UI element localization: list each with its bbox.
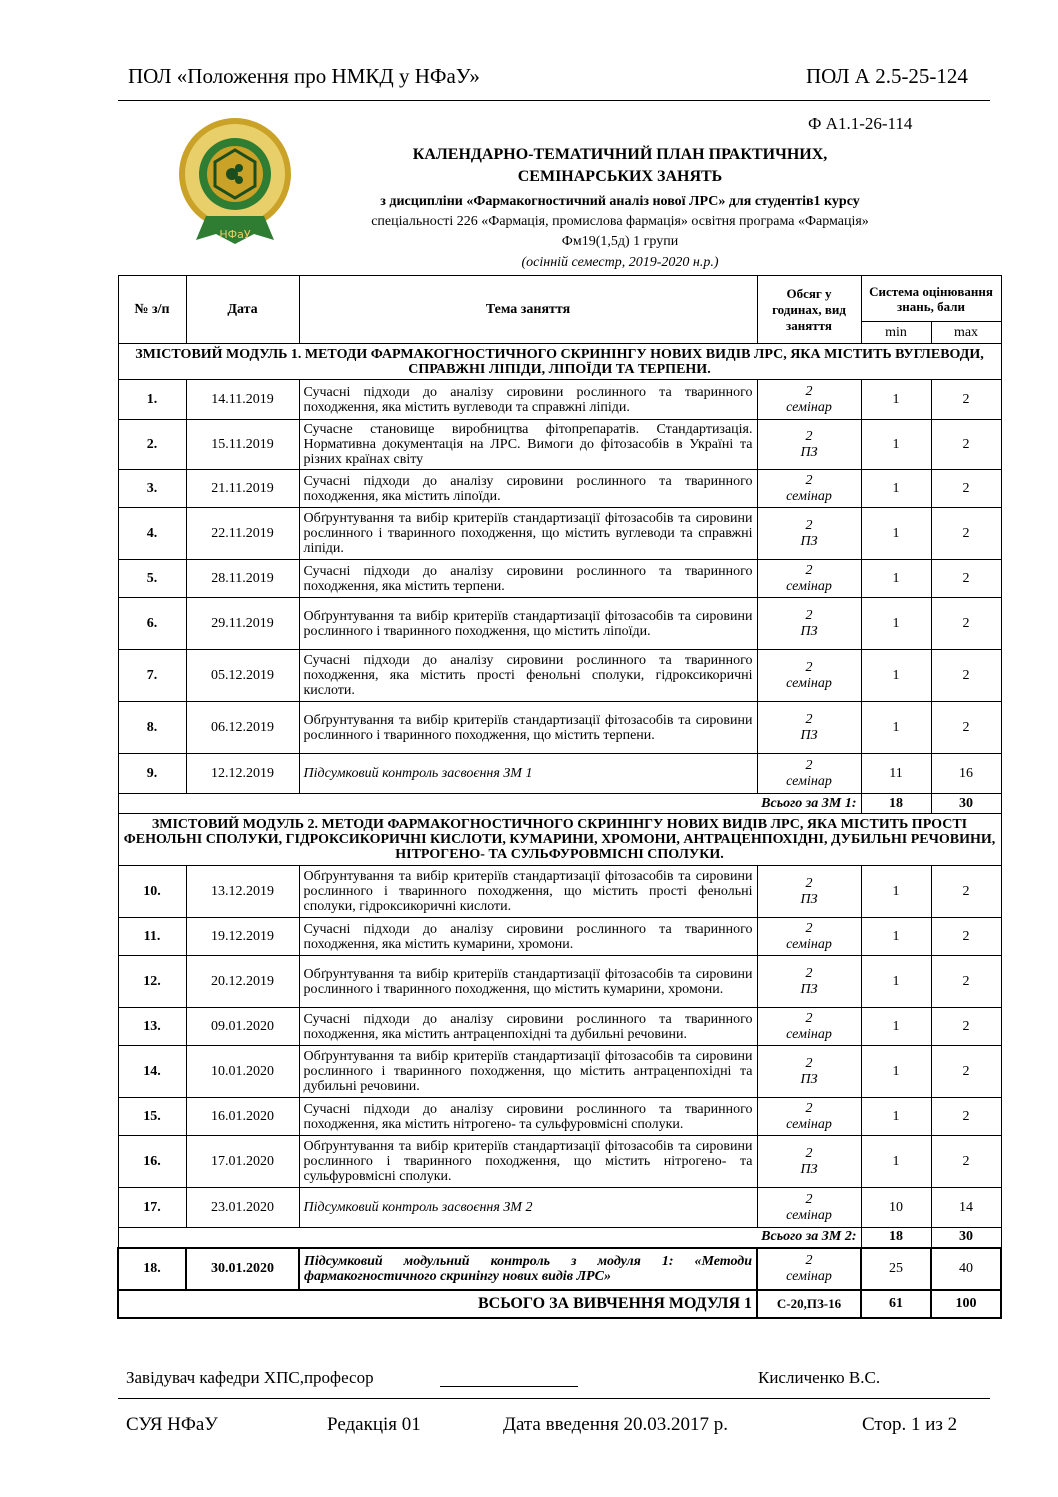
row-date: 23.01.2020 [186,1188,299,1228]
row-hours-kind: ПЗ [800,533,818,549]
module2-title: ЗМІСТОВИЙ МОДУЛЬ 2. МЕТОДИ ФАРМАКОГНОСТИЧНОГО СКРИНІНГУ НОВИХ ВИДІВ ЛРС, ЯКА МІСТИТЬ ПРОСТІ ФЕНОЛЬНІ СПОЛУКИ, ГІДРОКСИКОРИЧНІ КИСЛОТИ, КУМАРИНИ, ХРОМОНИ, АНТРАЦЕНПОХІДНІ, ДУБИЛЬНІ РЕЧОВИНИ, НІТРОГЕНО- ТА СУЛЬФУРОВМІСНІ СПОЛУКИ. [118,814,1001,866]
row-num: 6. [118,598,186,650]
row-num: 1. [118,380,186,420]
row-hours-kind: семінар [786,773,832,789]
header-max: max [931,322,1001,344]
grand-total-max: 100 [931,1290,1001,1318]
row-min: 1 [861,650,931,702]
row-num: 2. [118,420,186,470]
row-max: 2 [931,560,1001,598]
row-topic: Сучасне становище виробництва фітопрепаратів. Стандартизація. Нормативна документація на ЛРС. Вимоги до фітозасобів в Україні та різних країнах світу [299,420,757,470]
row-topic: Обґрунтування та вибір критеріїв стандартизації фітозасобів та сировини рослинного і тваринного походження, що містить антраценпохідні та дубильні речовини. [299,1046,757,1098]
row-num: 4. [118,508,186,560]
row-hours [757,918,861,956]
row-num: 7. [118,650,186,702]
final-hours: 2 семінар [757,1248,861,1290]
row-hours-count: 2 [805,711,813,727]
row-hours-count: 2 [805,659,813,675]
row-topic: Сучасні підходи до аналізу сировини рослинного та тваринного походження, яка містить терпени. [299,560,757,598]
plan-speciality: спеціальності 226 «Фармація, промислова фармація» освітня програма «Фармація» [371,214,869,229]
row-hours-kind: ПЗ [800,623,818,639]
row-hours-count: 2 [805,428,813,444]
row-hours-kind: семінар [786,1207,832,1223]
row-topic: Обґрунтування та вибір критеріїв стандартизації фітозасобів та сировини рослинного і тваринного походження, що містить ліпоїди. [299,598,757,650]
row-date: 21.11.2019 [186,470,299,508]
row-date: 12.12.2019 [186,754,299,794]
row-max: 2 [931,470,1001,508]
row-date: 29.11.2019 [186,598,299,650]
row-hours-kind: семінар [786,675,832,691]
row-topic: Сучасні підходи до аналізу сировини рослинного та тваринного походження, яка містить ліпоїди. [299,470,757,508]
plan-group: Фм19(1,5д) 1 групи [561,234,679,249]
row-hours-count: 2 [805,1055,813,1071]
row-num: 12. [118,956,186,1008]
table-row [118,754,1001,794]
row-num: 13. [118,1008,186,1046]
row-max: 2 [931,1008,1001,1046]
row-num: 3. [118,470,186,508]
row-hours [757,702,861,754]
plan-title-line1: КАЛЕНДАРНО-ТЕМАТИЧНИЙ ПЛАН ПРАКТИЧНИХ, [412,146,828,163]
row-min: 1 [861,956,931,1008]
footer-system: СУЯ НФаУ [126,1414,218,1435]
table-row [118,1136,1001,1188]
plan-discipline: з дисципліни «Фармакогностичний аналіз нової ЛРС» для студентів1 курсу [380,194,860,209]
total1-max: 30 [931,794,1001,814]
final-min: 25 [861,1248,931,1290]
footer-date: Дата введення 20.03.2017 р. [503,1414,729,1435]
row-hours-count: 2 [805,1100,813,1116]
row-topic: Обґрунтування та вибір критеріїв стандартизації фітозасобів та сировини рослинного і тваринного походження, що містить вуглеводи та справжні ліпіди. [299,508,757,560]
row-topic: Обґрунтування та вибір критеріїв стандартизації фітозасобів та сировини рослинного і тваринного походження, що містить кумарини, хромони. [299,956,757,1008]
row-num: 17. [118,1188,186,1228]
row-hours-count: 2 [805,875,813,891]
header-num: № з/п [118,276,186,344]
footer-edition: Редакція 01 [327,1414,421,1435]
row-hours-kind: ПЗ [800,981,818,997]
row-topic: Сучасні підходи до аналізу сировини рослинного та тваринного походження, яка містить нітрогено- та сульфуровмісні сполуки. [299,1098,757,1136]
row-hours-count: 2 [805,1145,813,1161]
row-num: 15. [118,1098,186,1136]
department-logo [176,112,294,262]
row-max: 2 [931,598,1001,650]
row-topic: Обґрунтування та вибір критеріїв стандартизації фітозасобів та сировини рослинного і тваринного походження, що містить терпени. [299,702,757,754]
row-topic: Обґрунтування та вибір критеріїв стандартизації фітозасобів та сировини рослинного і тваринного походження, що містить прості фенольні сполуки, гідроксикоричні кислоти. [299,866,757,918]
table-row [118,956,1001,1008]
row-num: 5. [118,560,186,598]
footer-page: Стор. 1 из 2 [862,1414,958,1435]
table-row [118,1046,1001,1098]
row-topic: Сучасні підходи до аналізу сировини рослинного та тваринного походження, яка містить прості фенольні сполуки, гідроксикоричні кислоти. [299,650,757,702]
row-max: 2 [931,1098,1001,1136]
row-hours-kind: семінар [786,488,832,504]
table-row [118,380,1001,420]
row-hours-kind: семінар [786,399,832,415]
row-max: 2 [931,866,1001,918]
row-hours-count: 2 [805,1191,813,1207]
row-max: 2 [931,420,1001,470]
row-hours-count: 2 [805,383,813,399]
table-row [118,1008,1001,1046]
row-hours-count: 2 [805,920,813,936]
row-hours [757,1098,861,1136]
row-hours-kind: семінар [786,1116,832,1132]
row-max: 2 [931,918,1001,956]
final-topic: Підсумковий модульний контроль з модуля 1: «Методи фармакогностичного скринінгу нових видів ЛРС» [299,1248,757,1290]
row-date: 06.12.2019 [186,702,299,754]
row-hours-kind: семінар [786,578,832,594]
row-hours [757,560,861,598]
row-min: 1 [861,702,931,754]
row-min: 1 [861,470,931,508]
form-code: Ф А1.1-26-114 [808,114,913,133]
row-topic: Сучасні підходи до аналізу сировини рослинного та тваринного походження, яка містить вуглеводи та справжні ліпіди. [299,380,757,420]
row-max: 2 [931,508,1001,560]
row-hours-kind: ПЗ [800,1161,818,1177]
row-date: 16.01.2020 [186,1098,299,1136]
row-hours-count: 2 [805,965,813,981]
row-hours-kind: ПЗ [800,727,818,743]
row-min: 1 [861,598,931,650]
row-min: 10 [861,1188,931,1228]
row-date: 05.12.2019 [186,650,299,702]
total1-min: 18 [861,794,931,814]
signature-position: Завідувач кафедри ХПС,професор [126,1368,374,1387]
total1-label: Всього за ЗМ 1: [118,794,861,814]
row-topic: Сучасні підходи до аналізу сировини рослинного та тваринного походження, яка містить антраценпохідні та дубильні речовини. [299,1008,757,1046]
row-hours [757,470,861,508]
module1-title: ЗМІСТОВИЙ МОДУЛЬ 1. МЕТОДИ ФАРМАКОГНОСТИЧНОГО СКРИНІНГУ НОВИХ ВИДІВ ЛРС, ЯКА МІСТИТЬ ВУГЛЕВОДИ, СПРАВЖНІ ЛІПІДИ, ЛІПОЇДИ ТА ТЕРПЕНИ. [118,344,1001,380]
total2-max: 30 [931,1228,1001,1248]
table-row [118,650,1001,702]
row-max: 2 [931,1136,1001,1188]
row-min: 1 [861,1008,931,1046]
row-max: 2 [931,702,1001,754]
row-topic: Підсумковий контроль засвоєння ЗМ 1 [299,754,757,794]
row-hours-kind: ПЗ [800,891,818,907]
signature-name: Кисличенко В.С. [758,1368,881,1387]
row-hours-kind: ПЗ [800,444,818,460]
row-date: 17.01.2020 [186,1136,299,1188]
row-max: 2 [931,1046,1001,1098]
row-topic: Обґрунтування та вибір критеріїв стандартизації фітозасобів та сировини рослинного і тваринного походження, що містить нітрогено- та сульфуровмісні сполуки. [299,1136,757,1188]
row-hours-kind: семінар [786,936,832,952]
row-num: 11. [118,918,186,956]
row-hours-count: 2 [805,757,813,773]
final-date: 30.01.2020 [186,1248,299,1290]
row-date: 19.12.2019 [186,918,299,956]
row-min: 1 [861,918,931,956]
row-date: 10.01.2020 [186,1046,299,1098]
plan-semester: (осінній семестр, 2019-2020 н.р.) [521,255,719,270]
table-row [118,918,1001,956]
row-hours-count: 2 [805,562,813,578]
row-hours [757,1136,861,1188]
row-topic: Підсумковий контроль засвоєння ЗМ 2 [299,1188,757,1228]
row-hours-kind: семінар [786,1026,832,1042]
header-min: min [861,322,931,344]
row-max: 2 [931,650,1001,702]
row-max: 2 [931,380,1001,420]
signature-line [440,1386,578,1387]
table-row [118,702,1001,754]
table-row [118,420,1001,470]
row-hours [757,866,861,918]
row-topic: Сучасні підходи до аналізу сировини рослинного та тваринного походження, яка містить кумарини, хромони. [299,918,757,956]
row-min: 1 [861,508,931,560]
table-row [118,1188,1001,1228]
table-row [118,470,1001,508]
row-date: 15.11.2019 [186,420,299,470]
row-min: 1 [861,380,931,420]
plan-title-line2: СЕМІНАРСЬКИХ ЗАНЯТЬ [517,168,723,185]
table-row [118,866,1001,918]
header-date: Дата [186,276,299,344]
row-max: 16 [931,754,1001,794]
header-hours: Обсяг у годинах, вид заняття [757,276,861,344]
row-hours-count: 2 [805,472,813,488]
header-doc-code: ПОЛ А 2.5-25-124 [806,64,968,88]
row-min: 1 [861,560,931,598]
row-hours [757,956,861,1008]
row-hours-count: 2 [805,1010,813,1026]
final-num: 18. [118,1248,186,1290]
row-hours [757,508,861,560]
logo-ribbon-text: НФаУ [219,228,251,241]
header-system: Система оцінювання знань, бали [861,276,1001,322]
row-min: 1 [861,1136,931,1188]
row-hours-count: 2 [805,517,813,533]
row-hours [757,380,861,420]
total2-min: 18 [861,1228,931,1248]
row-num: 14. [118,1046,186,1098]
row-hours [757,598,861,650]
row-hours [757,1046,861,1098]
row-date: 20.12.2019 [186,956,299,1008]
row-min: 1 [861,420,931,470]
table-row [118,508,1001,560]
total2-label: Всього за ЗМ 2: [118,1228,861,1248]
row-hours [757,1008,861,1046]
row-hours [757,1188,861,1228]
row-date: 14.11.2019 [186,380,299,420]
final-max: 40 [931,1248,1001,1290]
row-min: 1 [861,866,931,918]
row-max: 2 [931,956,1001,1008]
row-num: 10. [118,866,186,918]
row-date: 22.11.2019 [186,508,299,560]
header-doc-title: ПОЛ «Положення про НМКД у НФаУ» [128,64,480,88]
row-num: 9. [118,754,186,794]
row-date: 28.11.2019 [186,560,299,598]
grand-total-min: 61 [861,1290,931,1318]
row-hours [757,650,861,702]
row-max: 14 [931,1188,1001,1228]
header-topic: Тема заняття [299,276,757,344]
row-num: 8. [118,702,186,754]
row-min: 1 [861,1098,931,1136]
row-hours [757,754,861,794]
row-min: 11 [861,754,931,794]
table-row [118,598,1001,650]
row-hours-count: 2 [805,607,813,623]
grand-total-label: ВСЬОГО ЗА ВИВЧЕННЯ МОДУЛЯ 1 [118,1290,757,1318]
table-row [118,1098,1001,1136]
row-num: 16. [118,1136,186,1188]
row-hours-kind: ПЗ [800,1071,818,1087]
table-row [118,560,1001,598]
plan-table [117,275,1002,1319]
row-hours [757,420,861,470]
grand-total-hours: С-20,ПЗ-16 [757,1290,861,1318]
row-date: 09.01.2020 [186,1008,299,1046]
row-min: 1 [861,1046,931,1098]
header-divider [118,100,990,101]
footer-divider [118,1398,990,1399]
row-date: 13.12.2019 [186,866,299,918]
